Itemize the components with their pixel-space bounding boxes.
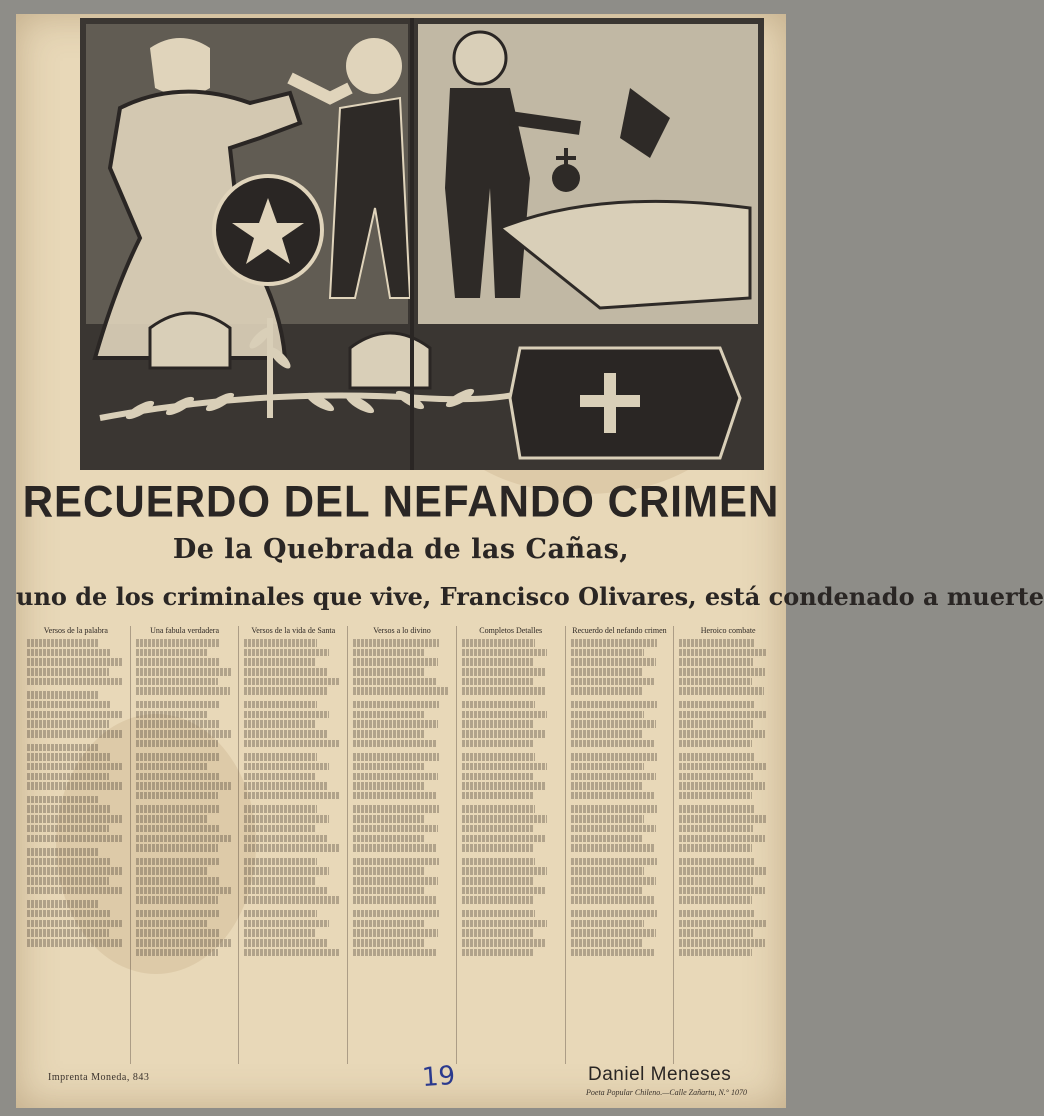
illegible-verse-line <box>462 835 546 843</box>
illegible-verse-line <box>571 792 655 800</box>
verse-stanza <box>134 753 236 799</box>
illegible-verse-line <box>462 701 535 709</box>
illegible-verse-line <box>571 782 643 790</box>
illegible-verse-line <box>353 929 437 937</box>
illegible-verse-line <box>571 835 643 843</box>
illegible-verse-line <box>462 939 546 947</box>
illegible-verse-line <box>679 867 765 875</box>
illegible-verse-line <box>136 835 232 843</box>
illegible-verse-line <box>353 835 424 843</box>
verse-column <box>130 626 239 1064</box>
illegible-verse-line <box>353 792 436 800</box>
illegible-verse-line <box>462 910 535 918</box>
illegible-verse-line <box>353 939 424 947</box>
illegible-verse-line <box>679 763 765 771</box>
illegible-verse-line <box>27 858 110 866</box>
verse-column <box>238 626 347 1064</box>
illegible-verse-line <box>244 678 340 686</box>
illegible-verse-line <box>27 744 98 752</box>
illegible-verse-line <box>244 877 315 885</box>
illegible-verse-line <box>353 844 436 852</box>
illegible-verse-line <box>244 773 315 781</box>
illegible-verse-line <box>462 639 535 647</box>
illegible-verse-line <box>27 939 122 947</box>
illegible-verse-line <box>27 720 109 728</box>
verse-stanza <box>677 639 779 695</box>
illegible-verse-line <box>27 678 122 686</box>
illegible-verse-line <box>27 773 109 781</box>
illegible-verse-line <box>136 730 232 738</box>
author-subtitle: Poeta Popular Chileno.—Calle Zañartu, N.° 1070 <box>586 1088 747 1097</box>
verse-stanza <box>460 701 562 747</box>
illegible-verse-line <box>353 949 436 957</box>
verse-column-heading: Heroico combate <box>700 626 756 635</box>
illegible-verse-line <box>353 730 424 738</box>
illegible-verse-line <box>571 844 655 852</box>
verse-stanza <box>677 805 779 851</box>
illegible-verse-line <box>462 920 547 928</box>
illegible-verse-line <box>136 825 219 833</box>
illegible-verse-line <box>136 658 219 666</box>
illegible-verse-line <box>353 711 425 719</box>
illegible-verse-line <box>244 949 340 957</box>
illegible-verse-line <box>136 920 207 928</box>
illegible-verse-line <box>679 949 751 957</box>
verse-stanza <box>134 805 236 851</box>
illegible-verse-line <box>679 701 753 709</box>
illegible-verse-line <box>679 649 765 657</box>
illegible-verse-line <box>136 668 232 676</box>
verse-stanza <box>351 753 453 799</box>
verse-stanza <box>134 858 236 904</box>
verse-stanza <box>25 848 127 894</box>
illegible-verse-line <box>679 678 751 686</box>
illegible-verse-line <box>27 877 109 885</box>
illegible-verse-line <box>136 805 220 813</box>
verse-stanza <box>25 744 127 790</box>
verse-stanza <box>25 900 127 946</box>
verse-stanza <box>351 858 453 904</box>
illegible-verse-line <box>353 649 425 657</box>
verse-stanza <box>25 796 127 842</box>
illegible-verse-line <box>244 668 327 676</box>
verse-stanza <box>351 910 453 956</box>
illegible-verse-line <box>244 720 315 728</box>
illegible-verse-line <box>136 887 232 895</box>
illegible-verse-line <box>462 678 533 686</box>
illegible-verse-line <box>571 887 643 895</box>
illegible-verse-line <box>27 825 109 833</box>
woodcut-image <box>80 18 764 470</box>
illegible-verse-line <box>244 920 328 928</box>
verse-stanza <box>569 805 671 851</box>
illegible-verse-line <box>571 773 656 781</box>
illegible-verse-line <box>462 792 533 800</box>
illegible-verse-line <box>571 678 655 686</box>
illegible-verse-line <box>353 896 436 904</box>
illegible-verse-line <box>353 753 438 761</box>
illegible-verse-line <box>244 711 328 719</box>
illegible-verse-line <box>353 701 438 709</box>
illegible-verse-line <box>571 763 644 771</box>
verse-stanza <box>242 910 344 956</box>
illegible-verse-line <box>27 848 98 856</box>
illegible-verse-line <box>462 753 535 761</box>
verse-column-heading: Versos de la vida de Santa <box>251 626 336 635</box>
illegible-verse-line <box>679 753 753 761</box>
illegible-verse-line <box>353 877 437 885</box>
illegible-verse-line <box>679 877 752 885</box>
illegible-verse-line <box>136 678 218 686</box>
illegible-verse-line <box>353 825 437 833</box>
illegible-verse-line <box>27 929 109 937</box>
illegible-verse-line <box>679 887 764 895</box>
illegible-verse-line <box>679 668 764 676</box>
verse-stanza <box>460 639 562 695</box>
illegible-verse-line <box>679 687 763 695</box>
illegible-verse-line <box>244 844 340 852</box>
verse-stanza <box>460 910 562 956</box>
illegible-verse-line <box>136 773 219 781</box>
illegible-verse-line <box>462 815 547 823</box>
verse-column-heading: Una fabula verdadera <box>150 626 219 635</box>
verse-stanza <box>351 701 453 747</box>
illegible-verse-line <box>136 929 219 937</box>
verse-stanza <box>242 858 344 904</box>
illegible-verse-line <box>462 825 534 833</box>
illegible-verse-line <box>353 910 438 918</box>
illegible-verse-line <box>571 658 656 666</box>
illegible-verse-line <box>462 877 534 885</box>
illegible-verse-line <box>679 910 753 918</box>
illegible-verse-line <box>679 730 764 738</box>
illegible-verse-line <box>244 639 316 647</box>
illegible-verse-line <box>244 792 340 800</box>
verse-column-heading: Versos a lo divino <box>373 626 431 635</box>
verse-stanza <box>460 805 562 851</box>
illegible-verse-line <box>244 939 327 947</box>
illegible-verse-line <box>353 887 424 895</box>
verse-columns <box>22 626 782 1064</box>
illegible-verse-line <box>679 740 751 748</box>
verse-column <box>22 626 130 1064</box>
illegible-verse-line <box>679 805 753 813</box>
illegible-verse-line <box>136 782 232 790</box>
illegible-verse-line <box>27 900 98 908</box>
illegible-verse-line <box>244 782 327 790</box>
illegible-verse-line <box>136 753 220 761</box>
illegible-verse-line <box>679 639 753 647</box>
illegible-verse-line <box>353 815 425 823</box>
illegible-verse-line <box>353 763 425 771</box>
document-subtitle-line2: uno de los criminales que vive, Francisco Olivares, está condenado a muerte <box>16 582 1044 611</box>
document-subtitle-line1: De la Quebrada de las Cañas, <box>172 534 630 565</box>
illegible-verse-line <box>27 805 110 813</box>
illegible-verse-line <box>136 877 219 885</box>
illegible-verse-line <box>571 910 657 918</box>
verse-stanza <box>460 753 562 799</box>
illegible-verse-line <box>27 910 110 918</box>
illegible-verse-line <box>679 792 751 800</box>
illegible-verse-line <box>27 887 122 895</box>
illegible-verse-line <box>244 649 328 657</box>
illegible-verse-line <box>462 649 547 657</box>
verse-stanza <box>134 910 236 956</box>
illegible-verse-line <box>244 740 340 748</box>
illegible-verse-line <box>136 939 232 947</box>
verse-stanza <box>677 753 779 799</box>
illegible-verse-line <box>353 687 449 695</box>
verse-stanza <box>569 701 671 747</box>
illegible-verse-line <box>679 835 764 843</box>
illegible-verse-line <box>353 805 438 813</box>
verse-stanza <box>569 858 671 904</box>
illegible-verse-line <box>462 763 547 771</box>
verse-column <box>456 626 565 1064</box>
illegible-verse-line <box>571 939 643 947</box>
illegible-verse-line <box>27 796 98 804</box>
verse-column-heading: Versos de la palabra <box>43 626 108 635</box>
illegible-verse-line <box>571 668 643 676</box>
illegible-verse-line <box>571 929 656 937</box>
illegible-verse-line <box>571 805 657 813</box>
illegible-verse-line <box>27 815 123 823</box>
illegible-verse-line <box>679 658 752 666</box>
verse-stanza <box>677 910 779 956</box>
verse-stanza <box>134 639 236 695</box>
verse-column <box>673 626 782 1064</box>
illegible-verse-line <box>136 740 218 748</box>
illegible-verse-line <box>571 867 644 875</box>
illegible-verse-line <box>571 858 657 866</box>
verse-stanza <box>351 805 453 851</box>
verse-column-heading: Completos Detalles <box>479 626 543 635</box>
illegible-verse-line <box>571 753 657 761</box>
illegible-verse-line <box>27 701 110 709</box>
illegible-verse-line <box>244 805 316 813</box>
illegible-verse-line <box>353 920 425 928</box>
verse-stanza <box>242 701 344 747</box>
illegible-verse-line <box>27 920 123 928</box>
illegible-verse-line <box>244 910 316 918</box>
illegible-verse-line <box>136 792 218 800</box>
illegible-verse-line <box>244 929 315 937</box>
illegible-verse-line <box>462 858 535 866</box>
illegible-verse-line <box>679 939 764 947</box>
illegible-verse-line <box>679 711 765 719</box>
illegible-verse-line <box>136 649 207 657</box>
author-name: Daniel Meneses <box>588 1064 732 1085</box>
illegible-verse-line <box>136 639 220 647</box>
illegible-verse-line <box>244 753 316 761</box>
illegible-verse-line <box>244 867 328 875</box>
illegible-verse-line <box>571 740 655 748</box>
illegible-verse-line <box>571 949 655 957</box>
illegible-verse-line <box>244 887 327 895</box>
illegible-verse-line <box>27 711 123 719</box>
illegible-verse-line <box>27 658 123 666</box>
illegible-verse-line <box>353 773 437 781</box>
illegible-verse-line <box>353 782 424 790</box>
illegible-verse-line <box>136 896 218 904</box>
illegible-verse-line <box>679 825 752 833</box>
illegible-verse-line <box>136 687 231 695</box>
illegible-verse-line <box>462 668 546 676</box>
illegible-verse-line <box>462 730 546 738</box>
illegible-verse-line <box>462 805 535 813</box>
illegible-verse-line <box>244 815 328 823</box>
illegible-verse-line <box>679 815 765 823</box>
verse-column <box>565 626 674 1064</box>
illegible-verse-line <box>353 740 436 748</box>
illegible-verse-line <box>679 896 751 904</box>
verse-column <box>347 626 456 1064</box>
verse-stanza <box>134 701 236 747</box>
illegible-verse-line <box>353 858 438 866</box>
woodcut-illustration <box>80 18 764 470</box>
illegible-verse-line <box>462 720 534 728</box>
broadside-sheet <box>16 14 1044 1108</box>
illegible-verse-line <box>571 687 642 695</box>
illegible-verse-line <box>27 835 122 843</box>
illegible-verse-line <box>27 867 123 875</box>
illegible-verse-line <box>136 867 207 875</box>
illegible-verse-line <box>462 711 547 719</box>
illegible-verse-line <box>571 701 657 709</box>
illegible-verse-line <box>136 949 218 957</box>
illegible-verse-line <box>571 711 644 719</box>
illegible-verse-line <box>353 678 436 686</box>
illegible-verse-line <box>27 639 98 647</box>
verse-stanza <box>677 858 779 904</box>
verse-stanza <box>677 701 779 747</box>
illegible-verse-line <box>244 858 316 866</box>
illegible-verse-line <box>27 782 122 790</box>
illegible-verse-line <box>136 711 207 719</box>
illegible-verse-line <box>571 825 656 833</box>
verse-stanza <box>242 753 344 799</box>
illegible-verse-line <box>462 658 534 666</box>
verse-stanza <box>569 639 671 695</box>
verse-stanza <box>569 753 671 799</box>
illegible-verse-line <box>462 887 546 895</box>
illegible-verse-line <box>244 825 315 833</box>
illegible-verse-line <box>244 835 327 843</box>
illegible-verse-line <box>462 929 534 937</box>
illegible-verse-line <box>462 687 545 695</box>
illegible-verse-line <box>679 782 764 790</box>
illegible-verse-line <box>571 720 656 728</box>
verse-column-heading: Recuerdo del nefando crimen <box>572 626 667 635</box>
illegible-verse-line <box>679 929 752 937</box>
illegible-verse-line <box>679 720 752 728</box>
illegible-verse-line <box>27 730 122 738</box>
verse-stanza <box>351 639 453 695</box>
illegible-verse-line <box>27 668 109 676</box>
handwritten-page-number: 19 <box>420 1060 457 1094</box>
illegible-verse-line <box>571 920 644 928</box>
illegible-verse-line <box>462 949 533 957</box>
illegible-verse-line <box>136 858 220 866</box>
illegible-verse-line <box>136 763 207 771</box>
illegible-verse-line <box>462 773 534 781</box>
illegible-verse-line <box>679 920 765 928</box>
illegible-verse-line <box>353 867 425 875</box>
illegible-verse-line <box>244 658 315 666</box>
verse-stanza <box>242 805 344 851</box>
illegible-verse-line <box>571 649 644 657</box>
illegible-verse-line <box>27 763 123 771</box>
verse-stanza <box>25 639 127 685</box>
illegible-verse-line <box>27 753 110 761</box>
illegible-verse-line <box>571 896 655 904</box>
illegible-verse-line <box>571 639 657 647</box>
illegible-verse-line <box>136 720 219 728</box>
illegible-verse-line <box>27 691 98 699</box>
illegible-verse-line <box>353 639 438 647</box>
illegible-verse-line <box>136 910 220 918</box>
illegible-verse-line <box>27 649 110 657</box>
illegible-verse-line <box>462 740 533 748</box>
printer-credit: Imprenta Moneda, 843 <box>48 1072 150 1083</box>
illegible-verse-line <box>353 658 437 666</box>
verse-stanza <box>242 639 344 695</box>
illegible-verse-line <box>571 815 644 823</box>
verse-stanza <box>569 910 671 956</box>
illegible-verse-line <box>353 720 437 728</box>
illegible-verse-line <box>353 668 424 676</box>
illegible-verse-line <box>244 701 316 709</box>
illegible-verse-line <box>244 730 327 738</box>
verse-stanza <box>460 858 562 904</box>
illegible-verse-line <box>136 815 207 823</box>
illegible-verse-line <box>136 844 218 852</box>
illegible-verse-line <box>462 844 533 852</box>
illegible-verse-line <box>571 877 656 885</box>
illegible-verse-line <box>679 858 753 866</box>
illegible-verse-line <box>679 844 751 852</box>
illegible-verse-line <box>244 687 326 695</box>
illegible-verse-line <box>462 896 533 904</box>
illegible-verse-line <box>244 763 328 771</box>
illegible-verse-line <box>571 730 643 738</box>
verse-stanza <box>25 691 127 737</box>
illegible-verse-line <box>136 701 220 709</box>
document-title: RECUERDO DEL NEFANDO CRIMEN <box>22 476 780 527</box>
illegible-verse-line <box>679 773 752 781</box>
illegible-verse-line <box>244 896 340 904</box>
illegible-verse-line <box>462 867 547 875</box>
illegible-verse-line <box>462 782 546 790</box>
